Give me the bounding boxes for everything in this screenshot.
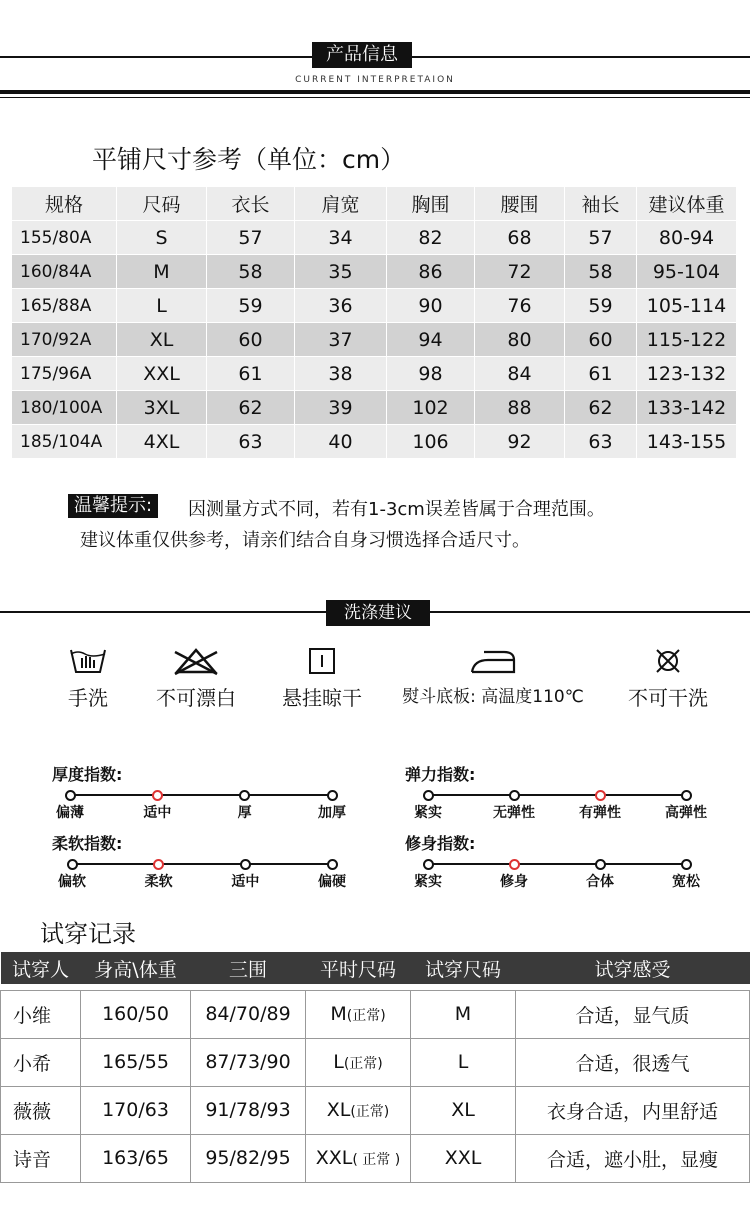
trial-table <box>0 952 750 1183</box>
fit-index-label: 紧实 <box>414 874 442 890</box>
header-rule-thick <box>0 90 750 94</box>
fit-index-track <box>428 863 686 865</box>
table-cell <box>306 1038 411 1086</box>
trial-title: 试穿记录 <box>40 920 136 948</box>
table-cell: 91/78/93 <box>191 1086 306 1134</box>
fit-index-label: 合体 <box>586 874 614 890</box>
col-header: 平时尺码 <box>306 952 411 984</box>
fit-index-marker-selected <box>509 859 520 870</box>
table-cell: M <box>411 990 516 1038</box>
table-cell: 62 <box>565 391 637 425</box>
usual-size: M <box>330 1003 347 1025</box>
size-table-header <box>12 187 737 221</box>
table-cell: 92 <box>475 425 565 459</box>
fit-index-marker <box>423 859 434 870</box>
tip-line-2: 建议体重仅供参考，请亲们结合自身习惯选择合适尺寸。 <box>80 530 530 551</box>
table-cell: 90 <box>387 289 475 323</box>
table-cell: 57 <box>565 221 637 255</box>
table-cell: 106 <box>387 425 475 459</box>
table-cell <box>306 1134 411 1182</box>
table-cell: 60 <box>207 323 295 357</box>
table-row <box>12 357 737 391</box>
elasticity-index-label: 有弹性 <box>579 805 621 821</box>
table-cell: XL <box>411 1086 516 1134</box>
wash-label: 熨斗底板: 高温度110℃ <box>402 687 584 707</box>
table-cell: 160/50 <box>81 990 191 1038</box>
col-header: 规格 <box>12 187 117 221</box>
table-cell: 3XL <box>117 391 207 425</box>
table-cell: 170/63 <box>81 1086 191 1134</box>
table-cell: 4XL <box>117 425 207 459</box>
softness-index-label: 偏硬 <box>318 874 346 890</box>
elasticity-index-marker-selected <box>595 790 606 801</box>
product-info-subtitle: CURRENT INTERPRETAION <box>295 75 455 85</box>
table-cell: 衣身合适，内里舒适 <box>516 1086 750 1134</box>
table-cell: 185/104A <box>12 425 117 459</box>
table-cell: 76 <box>475 289 565 323</box>
product-info-title: 产品信息 <box>312 42 412 68</box>
table-cell <box>306 1086 411 1134</box>
table-cell: 123-132 <box>637 357 737 391</box>
col-header: 建议体重 <box>637 187 737 221</box>
fit-index-label: 宽松 <box>672 874 700 890</box>
table-cell: 37 <box>295 323 387 357</box>
size-table <box>11 186 737 459</box>
softness-index-label: 柔软 <box>144 874 173 890</box>
table-cell: 72 <box>475 255 565 289</box>
table-cell: 86 <box>387 255 475 289</box>
hand-wash-icon <box>68 646 108 676</box>
table-cell: 小维 <box>1 990 81 1038</box>
table-cell: 105-114 <box>637 289 737 323</box>
table-cell: 80 <box>475 323 565 357</box>
table-cell: 59 <box>565 289 637 323</box>
thickness-index-marker <box>327 790 338 801</box>
col-header: 试穿尺码 <box>411 952 516 984</box>
fit-index-marker <box>681 859 692 870</box>
table-cell: XXL <box>411 1134 516 1182</box>
softness-index-track <box>72 863 332 865</box>
table-row <box>1 1134 750 1182</box>
elasticity-index-marker <box>509 790 520 801</box>
table-cell: 165/88A <box>12 289 117 323</box>
table-cell: 63 <box>565 425 637 459</box>
wash-item-no-dry-clean <box>618 646 718 711</box>
wash-item-iron <box>388 646 598 707</box>
usual-size: XL <box>326 1099 351 1121</box>
table-cell: 163/65 <box>81 1134 191 1182</box>
table-cell: 合适，显气质 <box>516 990 750 1038</box>
table-cell: XL <box>117 323 207 357</box>
elasticity-index-track <box>428 794 686 796</box>
header-rule-thin <box>0 97 750 98</box>
table-row <box>12 289 737 323</box>
table-cell: 63 <box>207 425 295 459</box>
table-cell: 180/100A <box>12 391 117 425</box>
table-cell: 95-104 <box>637 255 737 289</box>
elasticity-index-label: 紧实 <box>414 805 442 821</box>
table-cell: 84 <box>475 357 565 391</box>
table-cell: 68 <box>475 221 565 255</box>
col-header: 尺码 <box>117 187 207 221</box>
thickness-index-label: 偏薄 <box>56 805 84 821</box>
table-cell: 133-142 <box>637 391 737 425</box>
wash-label: 悬挂晾干 <box>282 686 362 710</box>
table-cell: 165/55 <box>81 1038 191 1086</box>
table-cell: 160/84A <box>12 255 117 289</box>
elasticity-index-marker <box>681 790 692 801</box>
thickness-index-marker <box>65 790 76 801</box>
col-header: 袖长 <box>565 187 637 221</box>
iron-icon <box>468 646 518 676</box>
wash-item-hang-dry <box>272 646 372 711</box>
table-cell: 61 <box>207 357 295 391</box>
col-header: 肩宽 <box>295 187 387 221</box>
table-cell: 87/73/90 <box>191 1038 306 1086</box>
wash-label: 不可干洗 <box>628 686 708 710</box>
table-cell: 38 <box>295 357 387 391</box>
thickness-index-track <box>70 794 332 796</box>
wash-label: 不可漂白 <box>156 686 236 710</box>
table-cell: 36 <box>295 289 387 323</box>
table-cell: 58 <box>207 255 295 289</box>
col-header: 试穿人 <box>1 952 81 984</box>
table-cell: M <box>117 255 207 289</box>
usual-size: L <box>333 1051 344 1073</box>
thickness-index-label: 加厚 <box>318 805 346 821</box>
table-cell: 58 <box>565 255 637 289</box>
col-header: 三围 <box>191 952 306 984</box>
table-row <box>1 1038 750 1086</box>
table-cell: 35 <box>295 255 387 289</box>
table-row <box>1 1086 750 1134</box>
col-header: 衣长 <box>207 187 295 221</box>
table-cell: 诗音 <box>1 1134 81 1182</box>
thickness-index-label: 厚 <box>237 805 252 821</box>
table-row <box>12 391 737 425</box>
usual-size-note: (正常) <box>346 1008 386 1024</box>
col-header: 腰围 <box>475 187 565 221</box>
table-cell: 115-122 <box>637 323 737 357</box>
softness-index-label: 适中 <box>231 874 260 890</box>
fit-index-title: 修身指数: <box>405 834 476 853</box>
col-header: 身高\体重 <box>81 952 191 984</box>
table-cell: 175/96A <box>12 357 117 391</box>
thickness-index-marker <box>239 790 250 801</box>
table-cell: 94 <box>387 323 475 357</box>
fit-index-label: 修身 <box>500 874 528 890</box>
usual-size-note: (正常) <box>343 1056 383 1072</box>
table-cell: 80-94 <box>637 221 737 255</box>
tip-line-1: 因测量方式不同，若有1-3cm误差皆属于合理范围。 <box>188 499 605 520</box>
softness-index-title: 柔软指数: <box>52 834 123 853</box>
table-row <box>1 990 750 1038</box>
size-table-title: 平铺尺寸参考（单位：cm） <box>92 145 406 174</box>
wash-item-no-bleach <box>146 646 246 711</box>
elasticity-index-label: 高弹性 <box>665 805 707 821</box>
fit-index-marker <box>595 859 606 870</box>
col-header: 胸围 <box>387 187 475 221</box>
softness-index-marker <box>327 859 338 870</box>
table-cell: 88 <box>475 391 565 425</box>
table-cell: 薇薇 <box>1 1086 81 1134</box>
table-cell: 小希 <box>1 1038 81 1086</box>
usual-size-note: (正常) <box>350 1104 390 1120</box>
table-cell: L <box>117 289 207 323</box>
table-cell: 40 <box>295 425 387 459</box>
table-cell: 合适，遮小肚，显瘦 <box>516 1134 750 1182</box>
hang-dry-icon <box>307 646 337 676</box>
table-cell: 102 <box>387 391 475 425</box>
table-row <box>12 221 737 255</box>
table-cell: 59 <box>207 289 295 323</box>
elasticity-index-title: 弹力指数: <box>405 765 476 784</box>
table-cell: 82 <box>387 221 475 255</box>
softness-index-marker-selected <box>153 859 164 870</box>
usual-size-note: ( 正常 ) <box>352 1152 401 1168</box>
table-cell: 143-155 <box>637 425 737 459</box>
table-cell: 84/70/89 <box>191 990 306 1038</box>
thickness-index-marker-selected <box>152 790 163 801</box>
table-row <box>12 425 737 459</box>
no-dry-clean-icon <box>653 646 683 676</box>
no-bleach-icon <box>171 646 221 676</box>
table-cell: 60 <box>565 323 637 357</box>
table-cell <box>306 990 411 1038</box>
softness-index-label: 偏软 <box>58 874 86 890</box>
tip-label: 温馨提示: <box>68 494 158 518</box>
wash-label: 手洗 <box>68 686 108 710</box>
thickness-index-label: 适中 <box>143 805 172 821</box>
table-cell: 62 <box>207 391 295 425</box>
softness-index-marker <box>240 859 251 870</box>
table-cell: 155/80A <box>12 221 117 255</box>
elasticity-index-marker <box>423 790 434 801</box>
table-cell: 34 <box>295 221 387 255</box>
table-row <box>12 255 737 289</box>
wash-title: 洗涤建议 <box>326 600 430 626</box>
table-cell: 170/92A <box>12 323 117 357</box>
trial-table-header <box>1 952 750 984</box>
table-cell: S <box>117 221 207 255</box>
table-cell: 98 <box>387 357 475 391</box>
table-cell: L <box>411 1038 516 1086</box>
elasticity-index-label: 无弹性 <box>493 805 535 821</box>
table-cell: 57 <box>207 221 295 255</box>
table-row <box>12 323 737 357</box>
table-cell: 61 <box>565 357 637 391</box>
thickness-index-title: 厚度指数: <box>52 765 123 784</box>
col-header: 试穿感受 <box>516 952 750 984</box>
wash-item-hand-wash <box>60 646 116 711</box>
table-cell: 合适，很透气 <box>516 1038 750 1086</box>
table-cell: 39 <box>295 391 387 425</box>
softness-index-marker <box>67 859 78 870</box>
table-cell: XXL <box>117 357 207 391</box>
usual-size: XXL <box>315 1147 353 1169</box>
table-cell: 95/82/95 <box>191 1134 306 1182</box>
